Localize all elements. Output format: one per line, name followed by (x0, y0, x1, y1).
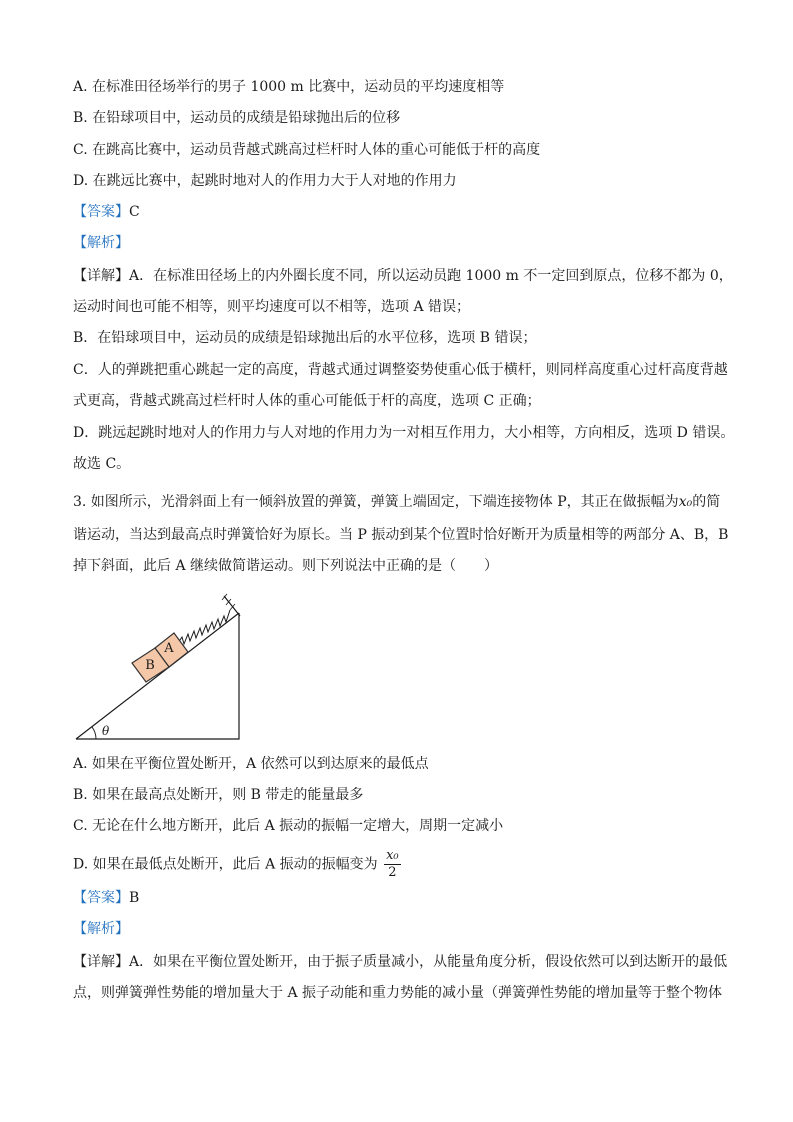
detail-text: A．在标准田径场上的内外圈长度不同，所以运动员跑 1000 m 不一定回到原点，位移不都为 0， (129, 268, 733, 284)
q3-detail-line-2: 点，则弹簧弹性势能的增加量大于 A 振子动能和重力势能的减小量（弹簧弹性势能的增加量等于整个物体 (73, 985, 723, 1001)
prev-option-d: D. 在跳远比赛中，起跳时地对人的作用力大于人对地的作用力 (73, 173, 457, 189)
incline-diagram (74, 586, 244, 746)
answer-value: B (129, 890, 140, 906)
prev-detail-line-6: D．跳远起跳时地对人的作用力与人对地的作用力为一对相互作用力，大小相等，方向相反，选项 D 错误。 (73, 425, 735, 441)
q3-stem-x0: x₀ (678, 494, 693, 510)
answer-label: 【答案】 (73, 890, 129, 906)
prev-detail-line-7: 故选 C。 (73, 456, 131, 472)
q3-option-b: B. 如果在最高点处断开，则 B 带走的能量最多 (73, 787, 364, 803)
prev-detail-line-2: 运动时间也可能不相等，则平均速度可以不相等，选项 A 错误； (73, 299, 471, 315)
block-a-label: A (164, 641, 174, 656)
prev-detail-line-1 (73, 266, 733, 286)
q3-stem-line-3: 掉下斜面，此后 A 继续做简谐运动。则下列说法中正确的是（ ） (73, 558, 499, 574)
q3-stem-post: 的简 (692, 494, 721, 510)
answer-value: C (129, 204, 140, 220)
q3-option-d-text: D. 如果在最低点处断开，此后 A 振动的振幅变为 (73, 856, 378, 873)
prev-analysis-label: 【解析】 (73, 235, 129, 251)
q3-option-c: C. 无论在什么地方断开，此后 A 振动的振幅一定增大，周期一定减小 (73, 818, 504, 834)
detail-text: A．如果在平衡位置处断开，由于振子质量减小，从能量角度分析，假设依然可以到达断开的最低 (129, 954, 728, 970)
q3-option-d (73, 848, 401, 881)
incline-slope (76, 613, 239, 739)
fraction-numerator: x₀ (386, 848, 399, 863)
q3-stem-line-2: 谐运动，当达到最高点时弹簧恰好为原长。当 P 振动到某个位置时恰好断开为质量相等的两部分 A、B，B (73, 527, 729, 543)
fixed-support (224, 596, 240, 616)
prev-option-c: C. 在跳高比赛中，运动员背越式跳高过栏杆时人体的重心可能低于杆的高度 (73, 142, 541, 158)
prev-detail-line-3: B．在铅球项目中，运动员的成绩是铅球抛出后的水平位移，选项 B 错误； (73, 330, 537, 346)
prev-detail-line-5: 式更高，背越式跳高过栏杆时人体的重心可能低于杆的高度，选项 C 正确； (73, 393, 541, 409)
q3-detail-line-1 (73, 952, 727, 972)
q3-stem-pre: 3. 如图所示，光滑斜面上有一倾斜放置的弹簧，弹簧上端固定，下端连接物体 P，其正在做振幅为 (73, 494, 679, 510)
angle-label: θ (102, 724, 110, 738)
fraction-x0-over-2 (384, 848, 401, 881)
q3-stem-line-1 (73, 492, 720, 512)
q3-option-a: A. 如果在平衡位置处断开，A 依然可以到达原来的最低点 (73, 756, 429, 772)
angle-arc (92, 727, 96, 739)
spring (178, 610, 230, 644)
prev-detail-line-4: C．人的弹跳把重心跳起一定的高度，背越式通过调整姿势使重心低于横杆，则同样高度重心过杆高度背越 (73, 362, 728, 378)
fraction-denominator: 2 (388, 865, 397, 880)
q3-analysis-label: 【解析】 (73, 921, 129, 937)
answer-label: 【答案】 (73, 204, 129, 220)
incline-figure (74, 586, 244, 750)
prev-option-b: B. 在铅球项目中，运动员的成绩是铅球抛出后的位移 (73, 110, 401, 126)
prev-option-a: A. 在标准田径场举行的男子 1000 m 比赛中，运动员的平均速度相等 (73, 79, 505, 95)
block-b-label: B (145, 658, 155, 673)
q3-answer (73, 888, 139, 908)
prev-answer (73, 202, 140, 222)
detail-label: 【详解】 (73, 268, 129, 284)
detail-label: 【详解】 (73, 954, 129, 970)
